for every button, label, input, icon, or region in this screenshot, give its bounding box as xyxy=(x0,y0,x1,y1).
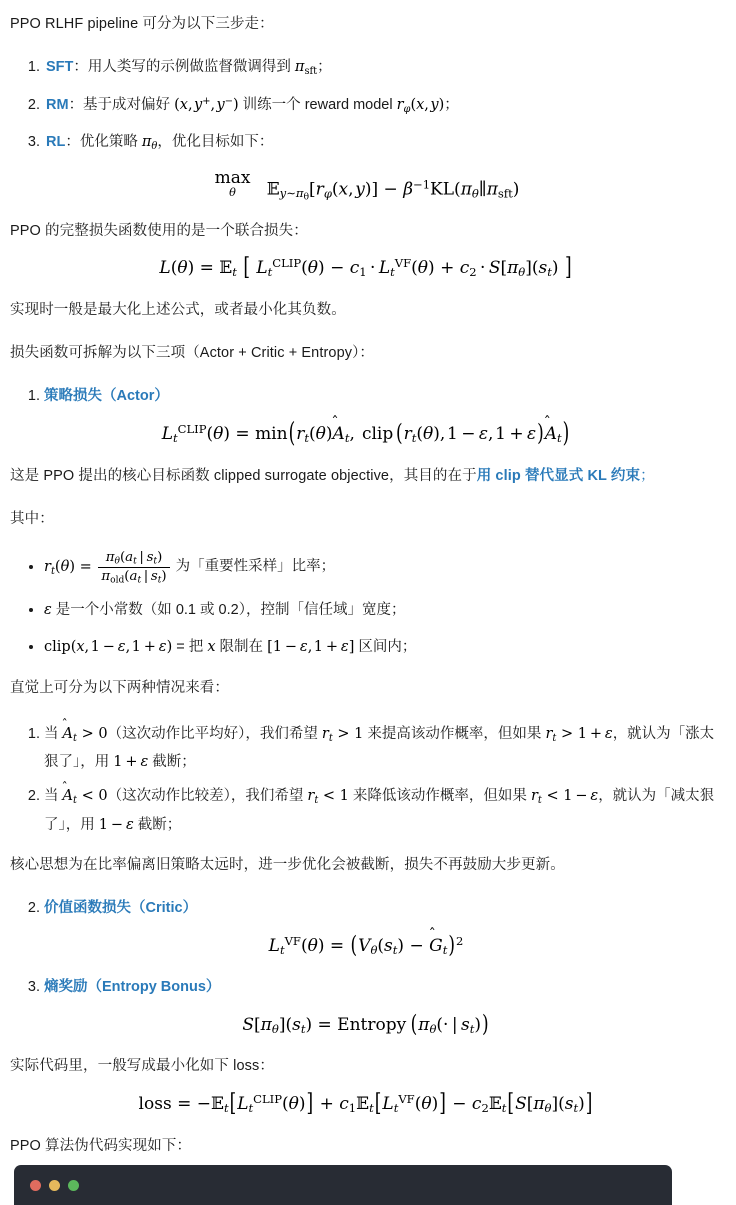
loss-parts-list-entropy xyxy=(10,975,722,1000)
pipeline-step-rm xyxy=(44,93,722,118)
pipeline-step-sft xyxy=(44,55,722,80)
bullet-clip-text-end: 区间内； xyxy=(354,639,417,656)
step-rm-math-pairs: (x, y+, y−) xyxy=(174,95,239,113)
step-rl-text: ：优化策略 xyxy=(65,134,142,151)
case1-advantage-cond: $A_t > 0$ xyxy=(62,725,108,744)
equation-code-loss: loss = $-𝔼_t[L_t^{CLIP}(\theta)]$ + $c_1𝔼_t[L_t^{VF}(\theta)]$ − $c_2𝔼_t[S[\pi_\theta](s_t)]$ xyxy=(138,1088,593,1118)
case2-clip-value: 1 − ε xyxy=(98,816,134,833)
step-rl-suffix: ，优化目标如下： xyxy=(157,134,274,151)
case1-tail: ，就认为「涨太狠了」，用 xyxy=(44,725,715,771)
intuition-case-negative xyxy=(44,782,722,839)
case2-ratio-cond: $r_t < 1$ xyxy=(307,788,349,807)
intuition-cases-list xyxy=(10,720,722,839)
step-tag-rl: RL xyxy=(46,134,66,151)
bullet-clip-text-after: 限制在 xyxy=(215,639,268,656)
bullet-clip-interval: [1 − ε, 1 + ε] xyxy=(267,639,355,656)
case2-prefix: 当 xyxy=(44,788,63,805)
clip-desc-prefix: 这是 PPO 提出的核心目标函数 clipped surrogate objective，其目的在于 xyxy=(10,467,477,484)
bullet-clip-var: x xyxy=(207,639,216,656)
code-block-window xyxy=(14,1165,672,1205)
joint-loss-intro: PPO 的完整损失函数使用的是一个联合损失： xyxy=(10,222,308,239)
code-window-titlebar xyxy=(14,1165,672,1205)
equation-entropy: $S[\pi_\theta](s_t)$ = Entropy ($\pi_\theta(\cdot$ | $s_t$)) xyxy=(242,1010,489,1038)
loss-part-entropy: 3. 熵奖励（Entropy Bonus） xyxy=(44,975,722,1000)
case1-upper-cond: $r_t > 1 + \varepsilon$ xyxy=(545,725,613,744)
case1-tail2: 截断； xyxy=(148,754,196,771)
case1-prefix: 当 xyxy=(44,725,63,742)
step-rl-math: $\pi_\theta$ xyxy=(141,134,158,152)
step-sft-suffix: ； xyxy=(317,59,332,76)
case2-tail: ，就认为「减太狠了」，用 xyxy=(44,788,715,833)
core-idea-paragraph: 核心思想为在比率偏离旧策略太远时，进一步优化会被截断，损失不再鼓励大步更新。 xyxy=(10,856,565,873)
bullet-clip-text-mid: = 把 xyxy=(172,639,208,656)
case2-lower-cond: $r_t < 1 - \varepsilon$ xyxy=(530,788,599,807)
step-tag-rm: RM xyxy=(46,96,69,113)
equation-value-loss: $L_t^{VF}(\theta) = (V_\theta(s_t)$ − $G_t)^2$ xyxy=(268,931,464,959)
equation-joint-loss: L(θ) = 𝔼$_t$ [ $L_t^{CLIP}(\theta) - c_1 \cdot L_t^{VF}(\theta) + c_2 \cdot S[\pi_\theta](s_t)$ ] xyxy=(159,253,572,283)
step-tag-sft: SFT xyxy=(46,59,74,76)
equation-rl-objective: max θ $𝔼_{y\sim\pi_\theta}[r_\varphi(x$, $y)] - \beta^{-1}KL(\pi_\theta\parallel\pi_{sft})$ xyxy=(214,167,520,203)
case2-mid2: 来降低该动作概率，但如果 xyxy=(348,788,531,805)
bullet-ratio-math: $r_t(\theta)$ = $\frac{\pi_\theta(a_t | s_t)}{\pi_{old}(a_t | s_t)}$ xyxy=(44,559,172,575)
definition-bullets-list xyxy=(10,550,722,660)
intuition-intro: 直觉上可分为以下两种情况来看： xyxy=(10,680,229,697)
clip-description xyxy=(10,464,722,489)
step-rm-text-mid: 训练一个 reward model xyxy=(238,96,397,113)
bullet-clip xyxy=(44,635,722,660)
loss-part-critic: 2. 价值函数损失（Critic） xyxy=(44,896,722,921)
step-rm-suffix: ； xyxy=(444,96,459,113)
step-sft-math: $\pi_{sft}$ xyxy=(294,59,318,78)
bullet-clip-math: clip(x, 1 − ε, 1 + ε) xyxy=(44,639,173,656)
decompose-intro: 损失函数可拆解为以下三项（Actor + Critic + Entropy）： xyxy=(10,345,375,362)
case1-clip-value: 1 + ε xyxy=(113,754,149,771)
actual-code-note: 实际代码里，一般写成最小化如下 loss： xyxy=(10,1058,274,1075)
loss-part-actor: 1. 策略损失（Actor） xyxy=(44,384,722,409)
pipeline-steps-list xyxy=(10,55,722,155)
bullet-epsilon xyxy=(44,598,722,623)
maximize-note: 实现时一般是最大化上述公式，或者最小化其负数。 xyxy=(10,301,346,318)
clip-desc-suffix: ； xyxy=(640,467,655,484)
bullet-ratio-text: 为「重要性采样」比率； xyxy=(171,558,336,575)
intuition-case-positive xyxy=(44,720,722,777)
step-sft-text: ：用人类写的示例做监督微调得到 xyxy=(73,59,295,76)
loss-parts-list-actor xyxy=(10,384,722,409)
bullet-epsilon-math: ε xyxy=(44,601,52,618)
case2-tail2: 截断； xyxy=(133,816,182,833)
bullet-ratio xyxy=(44,550,722,585)
loss-parts-list-critic xyxy=(10,896,722,921)
step-rm-text: ：基于成对偏好 xyxy=(68,96,175,113)
case1-ratio-cond: $r_t > 1$ xyxy=(321,725,364,744)
clip-desc-highlight: 用 clip 替代显式 KL 约束 xyxy=(476,467,641,484)
case1-mid2: 来提高该动作概率，但如果 xyxy=(363,725,546,742)
case2-mid: （这次动作比较差），我们希望 xyxy=(107,788,308,805)
step-rm-math-reward: $r_\varphi(x$, y) xyxy=(396,96,445,115)
case2-advantage-cond: $A_t < 0$ xyxy=(62,788,108,807)
pipeline-intro-paragraph: PPO RLHF pipeline 可分为以下三步走： xyxy=(10,16,274,32)
pseudocode-intro: PPO 算法伪代码实现如下： xyxy=(10,1137,192,1154)
where-label: 其中： xyxy=(10,510,54,527)
equation-clip-loss: $L_t^{CLIP}(\theta) = \min(r_t(\theta)$ $A_t$, clip ($r_t(\theta)$, 1 − ε, 1 + ε) $A_t$) xyxy=(161,417,570,450)
pipeline-step-rl xyxy=(44,130,722,155)
case1-mid: （这次动作比平均好），我们希望 xyxy=(107,725,322,742)
bullet-epsilon-text: 是一个小常数（如 0.1 或 0.2），控制「信任域」宽度； xyxy=(51,601,406,618)
